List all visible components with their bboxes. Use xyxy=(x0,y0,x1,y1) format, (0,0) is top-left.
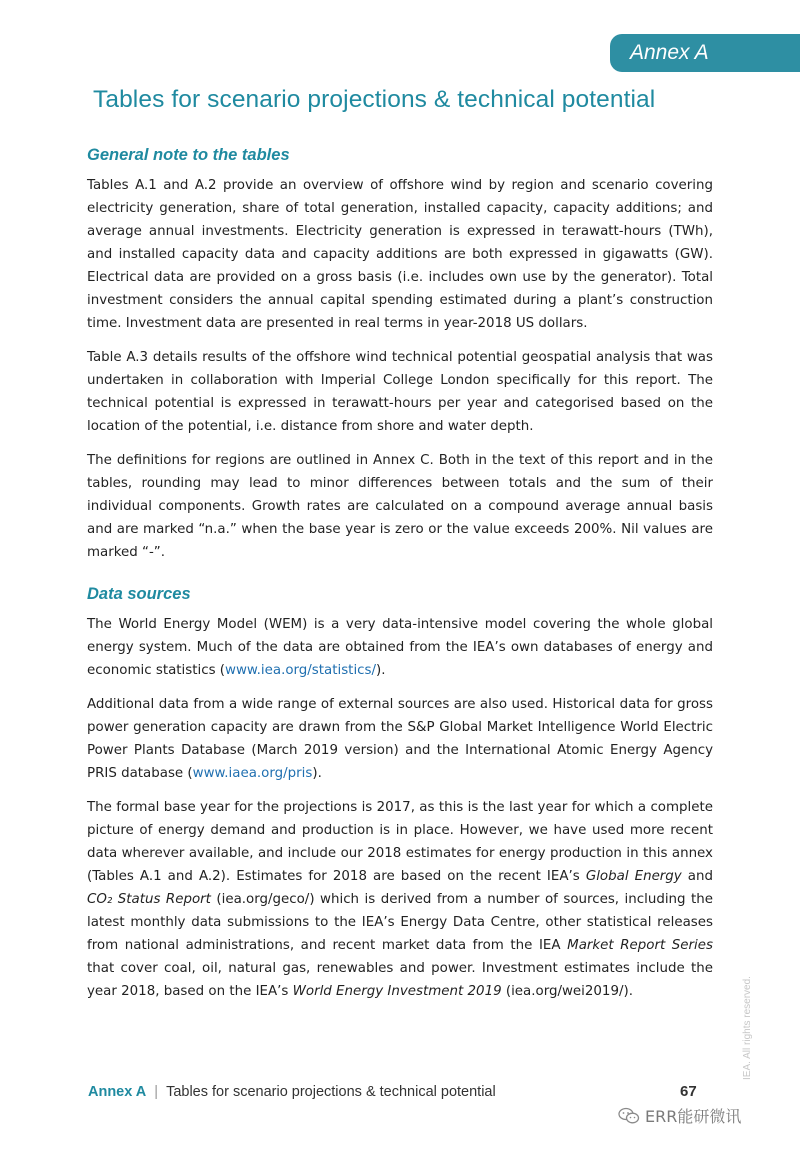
italic-title: Market Report Series xyxy=(567,938,713,953)
pris-link[interactable]: www.iaea.org/pris xyxy=(192,766,313,781)
italic-title: World Energy Investment 2019 xyxy=(292,984,502,999)
page-number: 67 xyxy=(680,1083,697,1100)
paragraph: The definitions for regions are outlined in Annex C. Both in the text of this report and in the tables, rounding may lead to minor differences between totals and the sum of their individual components. Growth rates are calculated on a compound average annual basis and are marked “n.a.” when the base year is zero or the value exceeds 200%. Nil values are marked “-”. xyxy=(87,453,713,560)
footer-annex: Annex A xyxy=(88,1084,147,1100)
watermark-text: ERR能研微讯 xyxy=(645,1107,742,1126)
footer-separator: | xyxy=(154,1084,159,1100)
statistics-link[interactable]: www.iea.org/statistics/ xyxy=(225,663,377,678)
italic-title: Global Energy xyxy=(585,869,682,884)
main-content xyxy=(87,146,713,1014)
text: that cover coal, oil, natural gas, renewables and power. Investment estimates include the year 2018, based on the IEA’s xyxy=(87,961,713,999)
paragraph: Tables A.1 and A.2 provide an overview of offshore wind by region and scenario covering electricity generation, share of total generation, installed capacity, capacity additions; and average annual investments. Electricity generation is expressed in terawatt-hours (TWh), and installed capacity data and capacity additions are both expressed in gigawatts (GW). Electrical data are provided on a gross basis (i.e. includes own use by the generator). Total investment considers the annual capital spending estimated during a plant’s construction time. Investment data are presented in real terms in year-2018 US dollars. xyxy=(87,178,713,331)
section-heading-general-note: General note to the tables xyxy=(87,146,290,164)
text: (iea.org/wei2019/). xyxy=(501,984,633,999)
text: ). xyxy=(376,663,386,678)
annex-tab: Annex A xyxy=(610,34,800,72)
text: Additional data from a wide range of external sources are also used. Historical data for gross power generation capacity are drawn from the S&P Global Market Intelligence World Electric Power Plants Database (March 2019 version) and the International Atomic Energy Agency PRIS database ( xyxy=(87,697,713,781)
paragraph xyxy=(87,796,713,1003)
rights-note: IEA. All rights reserved. xyxy=(742,976,753,1080)
page-title: Tables for scenario projections & technical potential xyxy=(93,86,656,113)
section-heading-data-sources: Data sources xyxy=(87,585,191,603)
paragraph: Table A.3 details results of the offshore wind technical potential geospatial analysis that was undertaken in collaboration with Imperial College London specifically for this report. The technical potential is expressed in terawatt-hours per year and categorised based on the location of the potential, i.e. distance from shore and water depth. xyxy=(87,350,713,434)
watermark xyxy=(618,1104,741,1127)
footer-title: Tables for scenario projections & technical potential xyxy=(166,1084,496,1100)
italic-title: CO₂ Status Report xyxy=(87,892,211,907)
text: and xyxy=(681,869,714,884)
paragraph xyxy=(87,613,713,682)
paragraph xyxy=(87,693,713,785)
text: The formal base year for the projections is 2017, as this is the last year for which a complete picture of energy demand and production is in place. However, we have used more recent data wherever available, and include our 2018 estimates for energy production in this annex (Tables A.1 and A.2). Estimates for 2018 are based on the recent IEA’s xyxy=(87,800,713,884)
text: (iea.org/geco/) which is derived from a number of sources, including the latest monthly data submissions to the IEA’s Energy Data Centre, other statistical releases from national administrations, and recent market data from the IEA xyxy=(87,892,713,953)
wechat-icon xyxy=(618,1107,640,1125)
text: ). xyxy=(312,766,322,781)
text: The World Energy Model (WEM) is a very data-intensive model covering the whole global energy system. Much of the data are obtained from the IEA’s own databases of energy and economic statistics ( xyxy=(87,617,713,678)
footer xyxy=(88,1084,496,1100)
